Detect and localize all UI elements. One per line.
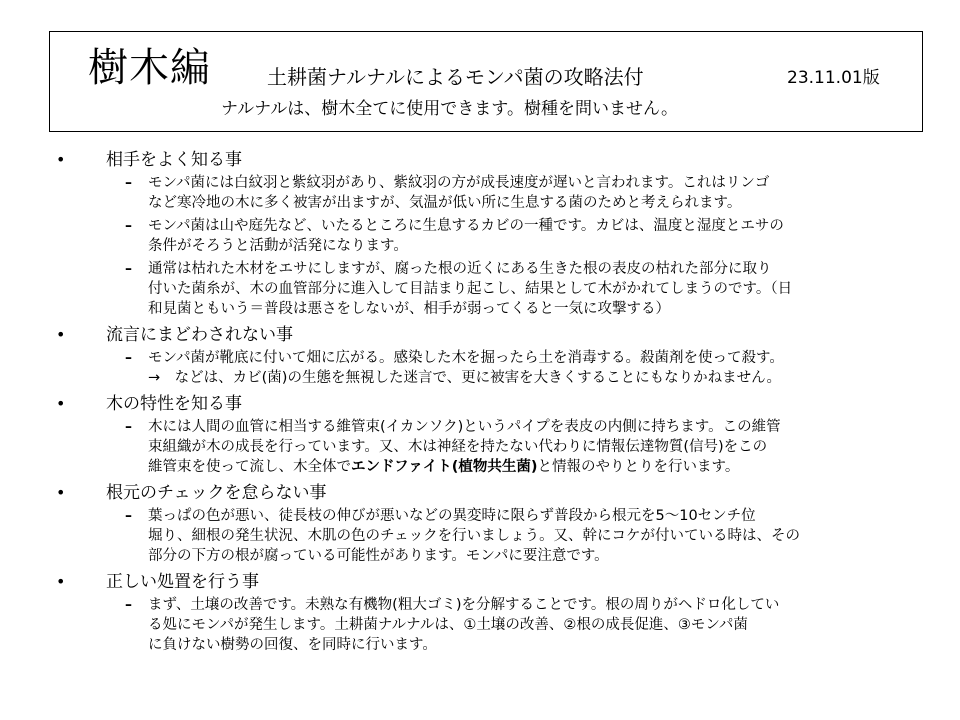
section-heading xyxy=(0,322,960,348)
list-item xyxy=(0,417,960,477)
item-text: まず、土壌の改善です。未熟な有機物(粗大ゴミ)を分解することです。根の周りがヘドロ化してい xyxy=(148,597,780,613)
item-text: モンパ菌は山や庭先など、いたるところに生息するカビの一種です。カビは、温度と湿度とエサの xyxy=(148,218,784,234)
section-treatment xyxy=(0,569,960,655)
dash-icon: – xyxy=(125,350,132,366)
dash-icon: – xyxy=(125,261,132,277)
item-text: に負けない樹勢の回復、を同時に行います。 xyxy=(148,637,437,653)
section-title: 正しい処置を行う事 xyxy=(106,572,259,592)
dash-icon: – xyxy=(125,218,132,234)
section-root-check xyxy=(0,480,960,566)
section-heading xyxy=(0,480,960,506)
item-text: 和見菌ともいう＝普段は悪さをしないが、相手が弱ってくると一気に攻撃する） xyxy=(148,301,670,317)
item-text: 条件がそろうと活動が活発になります。 xyxy=(148,238,408,254)
section-heading xyxy=(0,147,960,173)
item-text: モンパ菌には白紋羽と紫紋羽があり、紫紋羽の方が成長速度が遅いと言われます。これはリンゴ xyxy=(148,175,770,191)
section-title: 根元のチェックを怠らない事 xyxy=(106,483,327,503)
item-text: る処にモンパが発生します。土耕菌ナルナルは、①土壌の改善、②根の成長促進、③モンパ菌 xyxy=(148,617,748,633)
content-body xyxy=(0,145,960,658)
item-text-mixed xyxy=(148,457,920,477)
list-item xyxy=(0,216,960,256)
item-text: など寒冷地の木に多く被害が出ますが、気温が低い所に生息する菌のためと考えられます。 xyxy=(148,195,742,211)
section-tree-traits xyxy=(0,391,960,477)
item-text: 束組織が木の成長を行っています。又、木は神経を持たない代わりに情報伝達物質(信号)をこの xyxy=(148,439,768,455)
list-item xyxy=(0,348,960,388)
list-item xyxy=(0,173,960,213)
item-text: 通常は枯れた木材をエサにしますが、腐った根の近くにある生きた根の表皮の枯れた部分に取り xyxy=(148,261,772,277)
item-text: と情報のやりとりを行います。 xyxy=(537,459,740,475)
section-title: 木の特性を知る事 xyxy=(106,394,242,414)
item-text: → などは、カビ(菌)の生態を無視した迷言で、更に被害を大きくすることにもなりかねません。 xyxy=(148,370,782,386)
item-text: 付いた菌糸が、木の血管部分に進入して目詰まり起こし、結果として木がかれてしまうのです。（日 xyxy=(148,281,793,297)
tagline: ナルナルは、樹木全てに使用できます。樹種を問いません。 xyxy=(221,99,678,119)
bullet-icon: • xyxy=(56,483,66,502)
item-text: 葉っぱの色が悪い、徒長枝の伸びが悪いなどの異変時に限らず普段から根元を5～10センチ位 xyxy=(148,508,756,524)
item-text: 維管束を使って流し、木全体で xyxy=(148,459,351,475)
version-label: 23.11.01版 xyxy=(787,68,880,88)
section-heading xyxy=(0,569,960,595)
section-title: 流言にまどわされない事 xyxy=(106,325,293,345)
section-rumors xyxy=(0,322,960,388)
dash-icon: – xyxy=(125,597,132,613)
bullet-icon: • xyxy=(56,150,66,169)
section-title: 相手をよく知る事 xyxy=(106,150,242,170)
bullet-icon: • xyxy=(56,394,66,413)
list-item xyxy=(0,595,960,655)
header-box xyxy=(49,31,923,132)
page-title: 樹木編 xyxy=(88,45,211,91)
bullet-icon: • xyxy=(56,325,66,344)
item-text: 部分の下方の根が腐っている可能性があります。モンパに要注意です。 xyxy=(148,548,609,564)
item-text: 堀り、細根の発生状況、木肌の色のチェックを行いましょう。又、幹にコケが付いている時は、その xyxy=(148,528,801,544)
section-heading xyxy=(0,391,960,417)
dash-icon: – xyxy=(125,508,132,524)
list-item xyxy=(0,506,960,566)
section-know-enemy xyxy=(0,147,960,319)
list-item xyxy=(0,259,960,319)
dash-icon: – xyxy=(125,419,132,435)
item-text: 木には人間の血管に相当する維管束(イカンソク)というパイプを表皮の内側に持ちます。この維管 xyxy=(148,419,781,435)
dash-icon: – xyxy=(125,175,132,191)
item-text: モンパ菌が靴底に付いて畑に広がる。感染した木を掘ったら土を消毒する。殺菌剤を使って殺す。 xyxy=(148,350,784,366)
page-subtitle: 土耕菌ナルナルによるモンパ菌の攻略法付 xyxy=(267,65,644,89)
emphasis-text: エンドファイト(植物共生菌) xyxy=(351,459,538,475)
bullet-icon: • xyxy=(56,572,66,591)
